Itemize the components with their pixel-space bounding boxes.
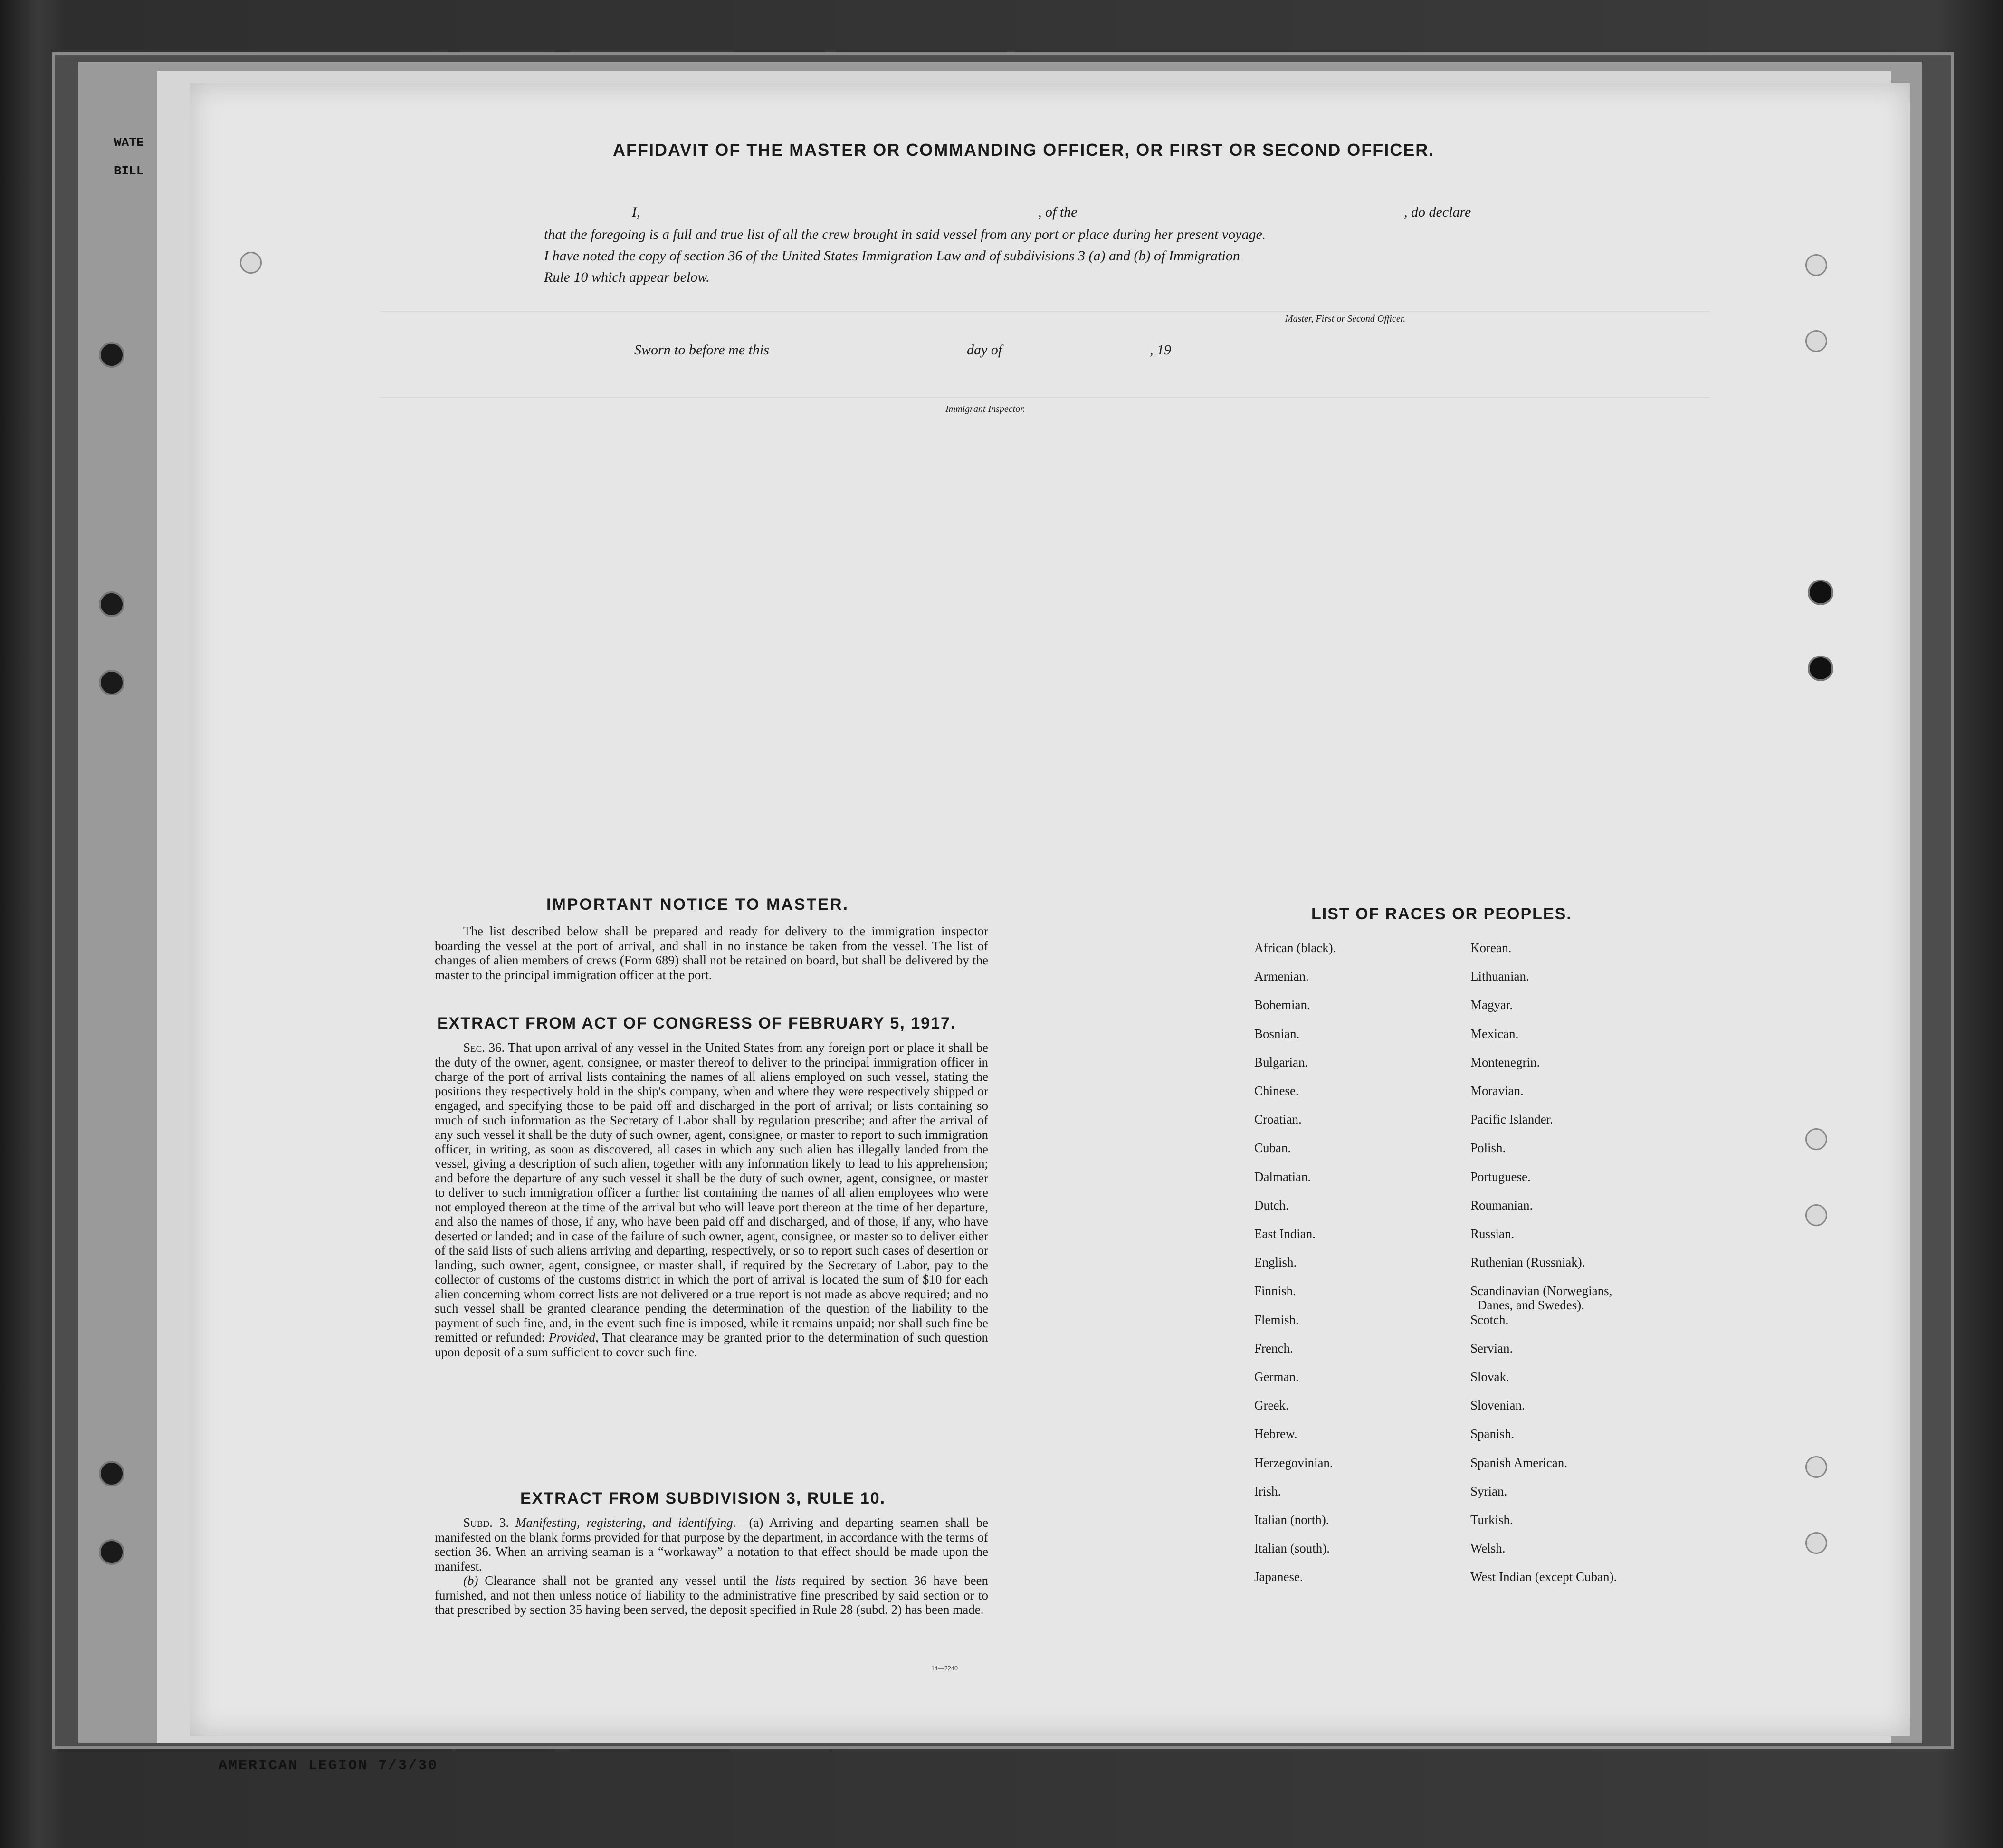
extract-rule-body xyxy=(435,1515,988,1617)
binder-hole-icon xyxy=(99,342,124,368)
subd-para-a: —(a) Arriving and departing seamen shall be manifested on the blank forms provided for that purpose by the department, in accordance with the terms of section 36. When an arriving seaman is a “workaway” a notation to that effect should be made upon the manifest. xyxy=(435,1515,988,1573)
race-item-right-9: Roumanian. xyxy=(1470,1198,1533,1212)
race-item-left-11: English. xyxy=(1254,1255,1297,1269)
affidavit-i: I, xyxy=(632,204,640,220)
race-item-right-20: Turkish. xyxy=(1470,1513,1513,1527)
signature-label: Master, First or Second Officer. xyxy=(1285,314,1406,324)
notice-body: The list described below shall be prepared and ready for delivery to the immigration inspector boarding the vessel at the port of arrival, and shall in no instance be taken from the vessel. The list of changes of alien members of crews (Form 689) shall not be retained on board, but shall be delivered by the master to the principal immigration officer at the port. xyxy=(435,924,988,982)
sworn-day-of: day of xyxy=(967,342,1002,358)
race-item-left-7: Cuban. xyxy=(1254,1141,1291,1155)
provided-label: Provided, xyxy=(549,1330,599,1344)
race-item-right-6: Pacific Islander. xyxy=(1470,1112,1553,1126)
page-hole-icon xyxy=(240,252,262,274)
side-label-2: BILL xyxy=(114,164,144,178)
extract-act-body xyxy=(435,1040,988,1359)
document-page xyxy=(190,83,1910,1736)
binder-hole-icon xyxy=(99,1539,124,1565)
extract-rule-title: EXTRACT FROM SUBDIVISION 3, RULE 10. xyxy=(520,1489,886,1507)
section-label: Sec. 36. xyxy=(463,1040,505,1055)
race-item-extra: Danes, and Swedes). xyxy=(1478,1298,1584,1312)
affidavit-line-2: that the foregoing is a full and true list of all the crew brought in said vessel from any port or place during her present voyage. xyxy=(544,227,1266,242)
subd-para-b-lists: lists xyxy=(775,1573,796,1588)
race-item-left-6: Croatian. xyxy=(1254,1112,1302,1126)
ruling-line xyxy=(380,311,1710,312)
section-36-end: That clearance may be granted prior to the determination of such question upon deposit of a sum sufficient to cover such fine. xyxy=(435,1330,988,1359)
binder-stamp: AMERICAN LEGION 7/3/30 xyxy=(219,1758,439,1774)
race-item-left-5: Chinese. xyxy=(1254,1084,1299,1098)
race-item-right-1: Lithuanian. xyxy=(1470,969,1529,983)
page-hole-icon xyxy=(1805,254,1827,276)
race-item-right-18: Spanish American. xyxy=(1470,1456,1567,1470)
page-hole-icon xyxy=(1808,580,1833,605)
page-hole-icon xyxy=(1808,656,1833,681)
race-item-right-19: Syrian. xyxy=(1470,1484,1507,1498)
notice-title: IMPORTANT NOTICE TO MASTER. xyxy=(546,895,849,914)
race-item-left-12: Finnish. xyxy=(1254,1284,1296,1298)
race-item-right-11: Ruthenian (Russniak). xyxy=(1470,1255,1585,1269)
race-item-left-4: Bulgarian. xyxy=(1254,1055,1308,1069)
races-title: LIST OF RACES OR PEOPLES. xyxy=(1311,905,1572,923)
race-item-right-13: Scotch. xyxy=(1470,1313,1509,1327)
sworn-text: Sworn to before me this xyxy=(634,342,769,358)
race-item-right-17: Spanish. xyxy=(1470,1427,1515,1441)
binder-hole-icon xyxy=(99,1461,124,1486)
race-item-left-22: Japanese. xyxy=(1254,1570,1303,1584)
subd-b-label: (b) xyxy=(463,1573,478,1588)
sworn-year: , 19 xyxy=(1150,342,1171,358)
race-item-right-14: Servian. xyxy=(1470,1341,1513,1355)
subd-para-b-1: Clearance shall not be granted any vessel until the xyxy=(485,1573,769,1588)
race-item-left-9: Dutch. xyxy=(1254,1198,1289,1212)
subd-title: Manifesting, registering, and identifying. xyxy=(515,1515,736,1530)
race-item-right-15: Slovak. xyxy=(1470,1370,1509,1384)
affidavit-do-declare: , do declare xyxy=(1404,204,1471,220)
race-item-left-14: French. xyxy=(1254,1341,1293,1355)
race-item-left-18: Herzegovinian. xyxy=(1254,1456,1333,1470)
race-item-left-21: Italian (south). xyxy=(1254,1541,1330,1555)
affidavit-of-the: , of the xyxy=(1038,204,1078,220)
race-item-right-0: Korean. xyxy=(1470,941,1512,955)
page-hole-icon xyxy=(1805,1128,1827,1150)
race-item-left-20: Italian (north). xyxy=(1254,1513,1329,1527)
race-item-right-2: Magyar. xyxy=(1470,998,1513,1012)
affidavit-line-3: I have noted the copy of section 36 of the United States Immigration Law and of subdivisions 3 (a) and (b) of Immigration xyxy=(544,248,1240,264)
race-item-left-1: Armenian. xyxy=(1254,969,1309,983)
page-hole-icon xyxy=(1805,1204,1827,1226)
affidavit-line-4: Rule 10 which appear below. xyxy=(544,269,710,285)
race-item-right-10: Russian. xyxy=(1470,1227,1515,1241)
race-item-left-2: Bohemian. xyxy=(1254,998,1310,1012)
ruling-line xyxy=(380,397,1710,398)
race-item-right-4: Montenegrin. xyxy=(1470,1055,1540,1069)
race-item-right-7: Polish. xyxy=(1470,1141,1506,1155)
race-item-right-8: Portuguese. xyxy=(1470,1170,1531,1184)
page-hole-icon xyxy=(1805,1532,1827,1554)
subd-label: Subd. 3. xyxy=(463,1515,509,1530)
race-item-left-16: Greek. xyxy=(1254,1398,1289,1412)
race-item-left-17: Hebrew. xyxy=(1254,1427,1297,1441)
binder-hole-icon xyxy=(99,591,124,617)
side-label-1: WATE xyxy=(114,135,144,150)
race-item-right-16: Slovenian. xyxy=(1470,1398,1525,1412)
race-item-left-10: East Indian. xyxy=(1254,1227,1316,1241)
section-36-text: That upon arrival of any vessel in the United States from any foreign port or place it shall be the duty of the owner, agent, consignee, or master thereof to deliver to the principal immigration officer in charge of the port of arrival lists containing the names of all aliens employed on such vessel, stating the positions they respectively hold in the ship's company, when and where they were respectively shipped or engaged, and specifying those to be paid off and discharged in the port of arrival; or lists containing so much of such information as the Secretary of Labor shall by regulation prescribe; and after the arrival of any such vessel it shall be the duty of such owner, agent, consignee, or master to report to such immigration officer, in writing, as soon as discovered, all cases in which any such alien has illegally landed from the vessel, giving a description of such alien, together with any information likely to lead to his apprehension; and before the departure of any such vessel it shall be the duty of such owner, agent, consignee, or master to deliver to such immigration officer a further list containing the names of all alien employees who were not employed thereon at the time of the arrival but who will leave port thereon at the time of her departure, and also the names of those, if any, who have been paid off and discharged, and of those, if any, who have deserted or landed; and in case of the failure of such owner, agent, consignee, or master so to deliver either of the said lists of such aliens arriving and departing, respectively, or so to report such cases of desertion or landing, such owner, agent, consignee, or master shall, if required by the Secretary of Labor, pay to the collector of customs of the customs district in which the port of arrival is located the sum of $10 for each alien concerning whom correct lists are not delivered or a true report is not made as above required; and no such vessel shall be granted clearance pending the determination of the question of the liability to the payment of such fine, and, in the event such fine is imposed, while it remains unpaid; nor shall such fine be remitted or refunded: xyxy=(435,1040,988,1344)
race-item-left-15: German. xyxy=(1254,1370,1299,1384)
form-number: 14—2240 xyxy=(931,1665,958,1672)
race-item-left-19: Irish. xyxy=(1254,1484,1281,1498)
page-hole-icon xyxy=(1805,330,1827,352)
race-item-right-22: West Indian (except Cuban). xyxy=(1470,1570,1617,1584)
race-item-left-0: African (black). xyxy=(1254,941,1336,955)
binder-hole-icon xyxy=(99,670,124,695)
subd-para-b-2: required by section 36 have been furnished, and not then unless notice of liability to the administrative fine prescribed by said section or to that prescribed by section 35 having been served, the deposit specified in Rule 28 (subd. 2) has been made. xyxy=(435,1573,989,1617)
race-item-left-8: Dalmatian. xyxy=(1254,1170,1311,1184)
race-item-right-5: Moravian. xyxy=(1470,1084,1524,1098)
race-item-right-21: Welsh. xyxy=(1470,1541,1506,1555)
inspector-label: Immigrant Inspector. xyxy=(945,404,1025,414)
race-item-left-13: Flemish. xyxy=(1254,1313,1299,1327)
affidavit-title: AFFIDAVIT OF THE MASTER OR COMMANDING OFFICER, OR FIRST OR SECOND OFFICER. xyxy=(613,140,1435,160)
extract-act-title: EXTRACT FROM ACT OF CONGRESS OF FEBRUARY 5, 1917. xyxy=(437,1014,956,1032)
race-item-left-3: Bosnian. xyxy=(1254,1027,1300,1041)
race-item-right-12: Scandinavian (Norwegians, xyxy=(1470,1284,1612,1298)
page-hole-icon xyxy=(1805,1456,1827,1478)
race-item-right-3: Mexican. xyxy=(1470,1027,1519,1041)
